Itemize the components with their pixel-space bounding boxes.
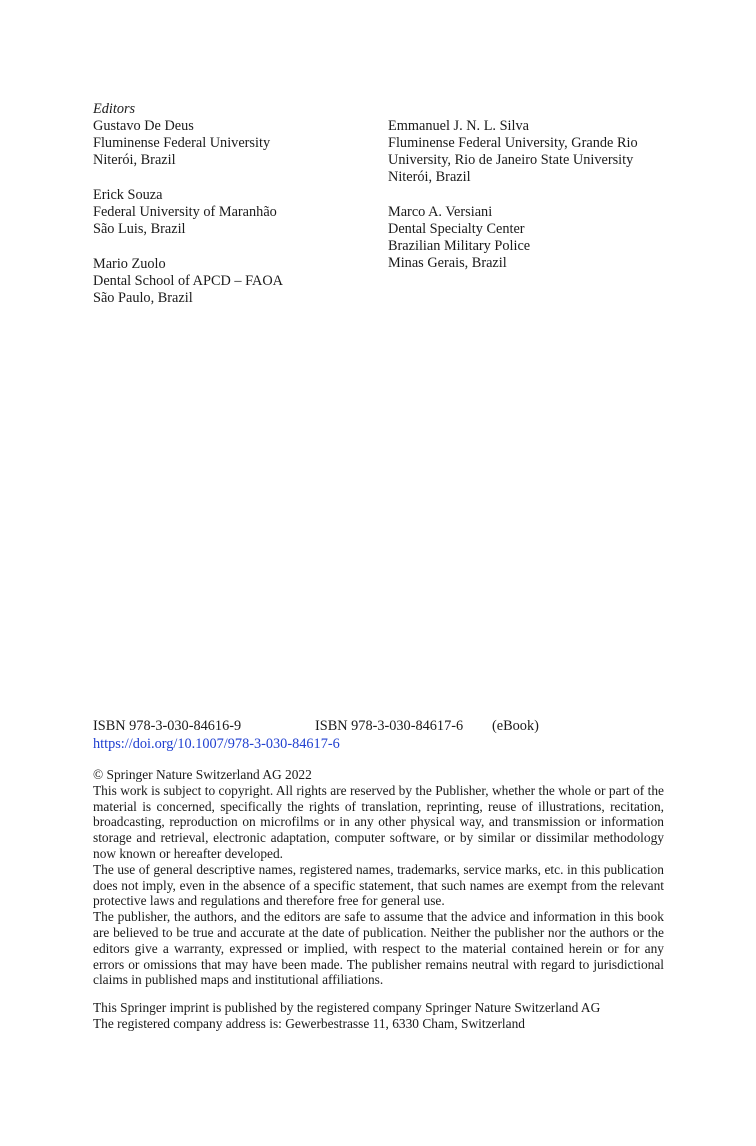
- isbn-row: [93, 718, 539, 735]
- editor-affiliation: University, Rio de Janeiro State University: [388, 152, 634, 168]
- editor-name: Erick Souza: [93, 187, 163, 203]
- editor-affiliation: Dental Specialty Center: [388, 221, 525, 237]
- isbn-ebook-label: (eBook): [492, 718, 539, 734]
- editor-name: Marco A. Versiani: [388, 204, 493, 220]
- editor-block: [93, 187, 277, 238]
- editor-location: São Luis, Brazil: [93, 221, 186, 237]
- editor-name: Gustavo De Deus: [93, 118, 194, 134]
- editor-affiliation: Dental School of APCD – FAOA: [93, 273, 283, 289]
- editor-location: Niterói, Brazil: [93, 152, 176, 168]
- isbn-ebook: ISBN 978-3-030-84617-6: [315, 718, 464, 734]
- copyright-paragraph: This work is subject to copyright. All rights are reserved by the Publisher, whether the whole or part of the material is concerned, specifically the rights of translation, reprinting, reuse of illustrations, recitation, broadcasting, reproduction on microfilms or in any other physical way, and transmission or information storage and retrieval, electronic adaptation, computer software, or by similar or dissimilar methodology now known or hereafter developed.: [93, 782, 664, 861]
- editor-name: Emmanuel J. N. L. Silva: [388, 118, 529, 134]
- doi-link[interactable]: https://doi.org/10.1007/978-3-030-84617-6: [93, 736, 340, 752]
- editor-location: Niterói, Brazil: [388, 169, 471, 185]
- imprint-line: This Springer imprint is published by the registered company Springer Nature Switzerland AG: [93, 1000, 601, 1015]
- editors-label: Editors: [93, 101, 136, 117]
- imprint-block: [93, 1000, 664, 1032]
- editor-block: [93, 256, 283, 307]
- isbn-print: ISBN 978-3-030-84616-9: [93, 718, 242, 734]
- editor-affiliation: Fluminense Federal University, Grande Rio: [388, 135, 638, 151]
- editor-block: [93, 118, 270, 169]
- disclaimer-paragraph: The publisher, the authors, and the editors are safe to assume that the advice and information in this book are believed to be true and accurate at the date of publication. Neither the publisher nor the authors or the editors give a warranty, expressed or implied, with respect to the material contained herein or for any errors or omissions that may have been made. The publisher remains neutral with regard to jurisdictional claims in published maps and institutional affiliations.: [93, 909, 664, 988]
- editor-block: [388, 118, 638, 186]
- editor-location: Minas Gerais, Brazil: [388, 255, 507, 271]
- editor-block: [388, 204, 530, 272]
- editor-name: Mario Zuolo: [93, 256, 166, 272]
- editor-affiliation: Fluminense Federal University: [93, 135, 271, 151]
- editor-affiliation: Brazilian Military Police: [388, 238, 531, 254]
- editor-location: São Paulo, Brazil: [93, 290, 193, 306]
- trademark-paragraph: The use of general descriptive names, registered names, trademarks, service marks, etc. in this publication does not imply, even in the absence of a specific statement, that such names are exempt from the relevant protective laws and regulations and therefore free for general use.: [93, 861, 664, 909]
- editor-affiliation: Federal University of Maranhão: [93, 204, 277, 220]
- copyright-line: © Springer Nature Switzerland AG 2022: [93, 767, 312, 782]
- address-line: The registered company address is: Gewerbestrasse 11, 6330 Cham, Switzerland: [93, 1015, 525, 1031]
- copyright-notice: [93, 767, 664, 988]
